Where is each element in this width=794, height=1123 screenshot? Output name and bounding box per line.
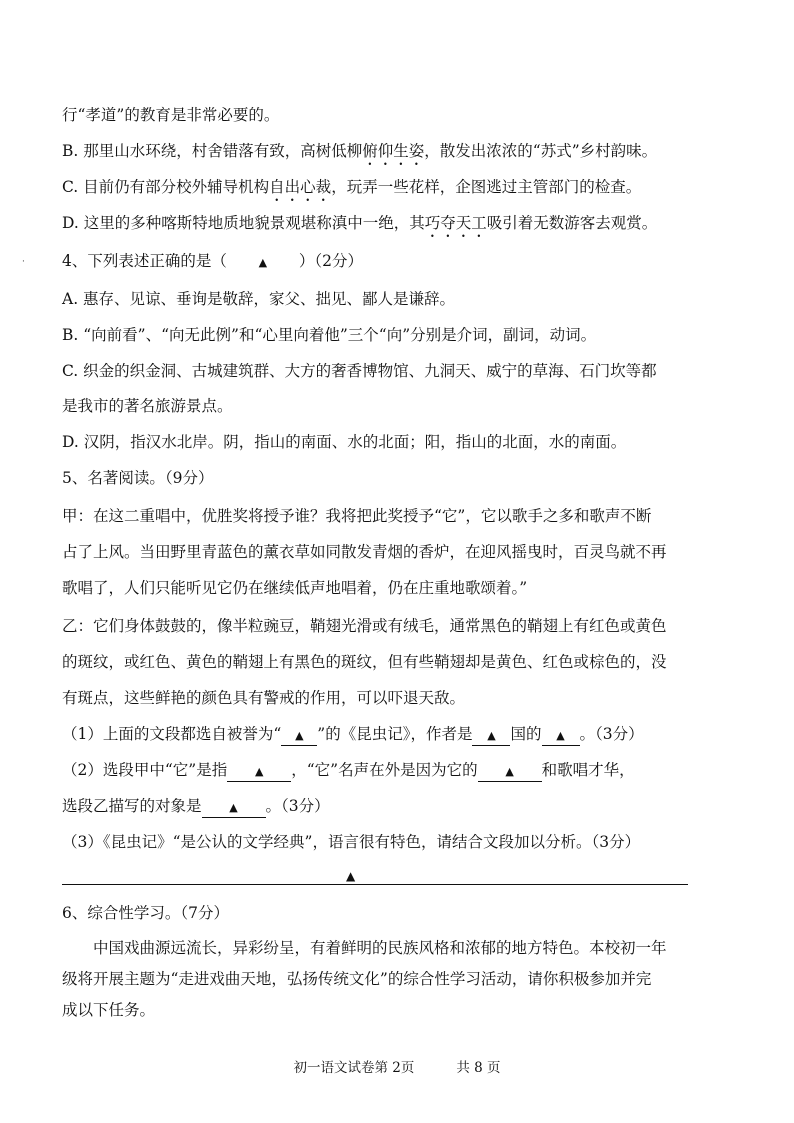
option-a-continuation	[62, 104, 730, 126]
triangle-icon: ▲	[254, 765, 264, 778]
subquestion-3	[62, 831, 730, 853]
paragraph-6-line1	[93, 937, 730, 959]
triangle-icon: ▲	[505, 765, 514, 778]
answer-blank[interactable]	[472, 725, 510, 746]
text: （2）选段甲中“它”是指	[62, 761, 228, 779]
text: 吸引着无数游客去观赏。	[486, 214, 658, 232]
total-pages: 共 8 页	[456, 1060, 501, 1076]
answer-line[interactable]	[62, 884, 688, 885]
text: B. “向前看”、“向无此例”和“心里向着他”三个“向”分别是介词，副词，动词。	[62, 326, 597, 344]
answer-blank[interactable]	[478, 761, 542, 782]
text: 。（3分）	[265, 797, 330, 815]
text: 是我市的著名旅游景点。	[62, 397, 233, 415]
passage-yi-line3	[62, 687, 730, 709]
paragraph-6-line3	[62, 999, 730, 1021]
subquestion-2-line2	[62, 795, 730, 818]
margin-mark: ·	[22, 257, 25, 267]
answer-blank[interactable]	[281, 725, 317, 746]
text: D. 汉阴，指汉水北岸。阴，指山的南面、水的北面；阳，指山的北面，水的南面。	[62, 433, 627, 451]
triangle-icon: ▲	[295, 729, 304, 742]
text: A. 惠存、见谅、垂询是敬辞，家父、拙见、鄙人是谦辞。	[62, 290, 456, 308]
text: 歌唱了，人们只能听见它仍在继续低声地唱着，仍在庄重地歌颂着。”	[62, 579, 528, 597]
text: ，“它”名声在外是因为它的	[291, 761, 478, 779]
text: 乙：它们身体鼓鼓的，像半粒豌豆，鞘翅光滑或有绒毛，通常黑色的鞘翅上有红色或黄色	[62, 617, 667, 635]
passage-yi-line2	[62, 651, 730, 673]
emphasized-idiom: 巧夺天工	[424, 214, 487, 232]
emphasized-idiom: 俯仰生姿	[362, 142, 425, 160]
text: 的斑纹，或红色、黄色的鞘翅上有黑色的斑纹，但有些鞘翅却是黄色、红色或棕色的，没	[62, 653, 667, 671]
text: 和歌唱才华，	[541, 761, 635, 779]
text: 级将开展主题为“走进戏曲天地，弘扬传统文化”的综合性学习活动，请你积极参加并完	[62, 970, 652, 988]
paragraph-6-line2	[62, 968, 730, 990]
text: 。（3分）	[579, 725, 644, 743]
passage-jia-line1	[62, 505, 730, 527]
text: 有斑点，这些鲜艳的颜色具有警戒的作用，可以吓退天敌。	[62, 689, 466, 707]
text: ）（2分）	[298, 252, 363, 270]
triangle-icon: ▲	[556, 729, 565, 742]
answer-blank[interactable]	[227, 761, 291, 782]
text: C. 目前仍有部分校外辅导机构	[62, 178, 270, 196]
text: 甲：在这二重唱中，优胜奖将授予谁？我将把此奖授予“它”，它以歌手之多和歌声不断	[62, 507, 652, 525]
emphasized-idiom: 自出心裁	[269, 178, 332, 196]
text: D. 这里的多种喀斯特地质地貌景观堪称滇中一绝，其	[62, 214, 425, 232]
triangle-icon: ▲	[346, 869, 356, 883]
triangle-icon: ▲	[487, 729, 496, 742]
q4-option-c-line1	[62, 360, 730, 382]
text: 行“孝道”的教育是非常必要的。	[62, 106, 280, 124]
passage-jia-line3	[62, 577, 730, 599]
triangle-icon: ▲	[229, 801, 238, 814]
q4-option-c-line2	[62, 395, 730, 417]
text: B. 那里山水环绕，村舍错落有致，高树低柳	[62, 142, 363, 160]
option-d	[62, 212, 730, 241]
text: 4、下列表述正确的是（	[62, 252, 227, 270]
q4-option-b	[62, 324, 730, 346]
text: （3）《昆虫记》“是公认的文学经典”，语言很有特色，请结合文段加以分析。（3分）	[62, 833, 641, 851]
answer-marker[interactable]	[227, 250, 299, 274]
text: ，玩弄一些花样，企图逃过主管部门的检查。	[331, 178, 642, 196]
triangle-icon: ▲	[258, 256, 268, 269]
text: 6、综合性学习。（7分）	[62, 904, 229, 922]
passage-jia-line2	[62, 541, 730, 563]
question-6-title	[62, 902, 730, 924]
question-4-stem	[62, 250, 730, 274]
question-5-title	[62, 467, 730, 489]
answer-blank[interactable]	[542, 725, 580, 746]
text: 选段乙描写的对象是	[62, 797, 202, 815]
option-c	[62, 176, 730, 205]
text: 占了上风。当田野里青蓝色的薰衣草如同散发青烟的香炉，在迎风摇曳时，百灵鸟就不再	[62, 543, 667, 561]
text: 中国戏曲源远流长，异彩纷呈，有着鲜明的民族风格和浓郁的地方特色。本校初一年	[93, 939, 667, 957]
subquestion-2-line1	[62, 759, 730, 782]
q4-option-d	[62, 431, 730, 453]
text: 国的	[510, 725, 542, 743]
answer-blank[interactable]	[202, 797, 266, 818]
q4-option-a	[62, 288, 730, 310]
subquestion-1	[62, 723, 730, 746]
text: ，散发出浓浓的“苏式”乡村韵味。	[424, 142, 658, 160]
text: C. 织金的织金洞、古城建筑群、大方的奢香博物馆、九洞天、威宁的草海、石门坎等都	[62, 362, 657, 380]
passage-yi-line1	[62, 615, 730, 637]
page-number: 初一语文试卷第 2页	[293, 1060, 415, 1076]
text: 成以下任务。	[62, 1001, 156, 1019]
text: ”的《昆虫记》，作者是	[317, 725, 473, 743]
text: （1）上面的文段都选自被誉为“	[62, 725, 282, 743]
page-footer	[0, 1056, 794, 1076]
option-b	[62, 140, 730, 169]
text: 5、名著阅读。（9分）	[62, 469, 214, 487]
